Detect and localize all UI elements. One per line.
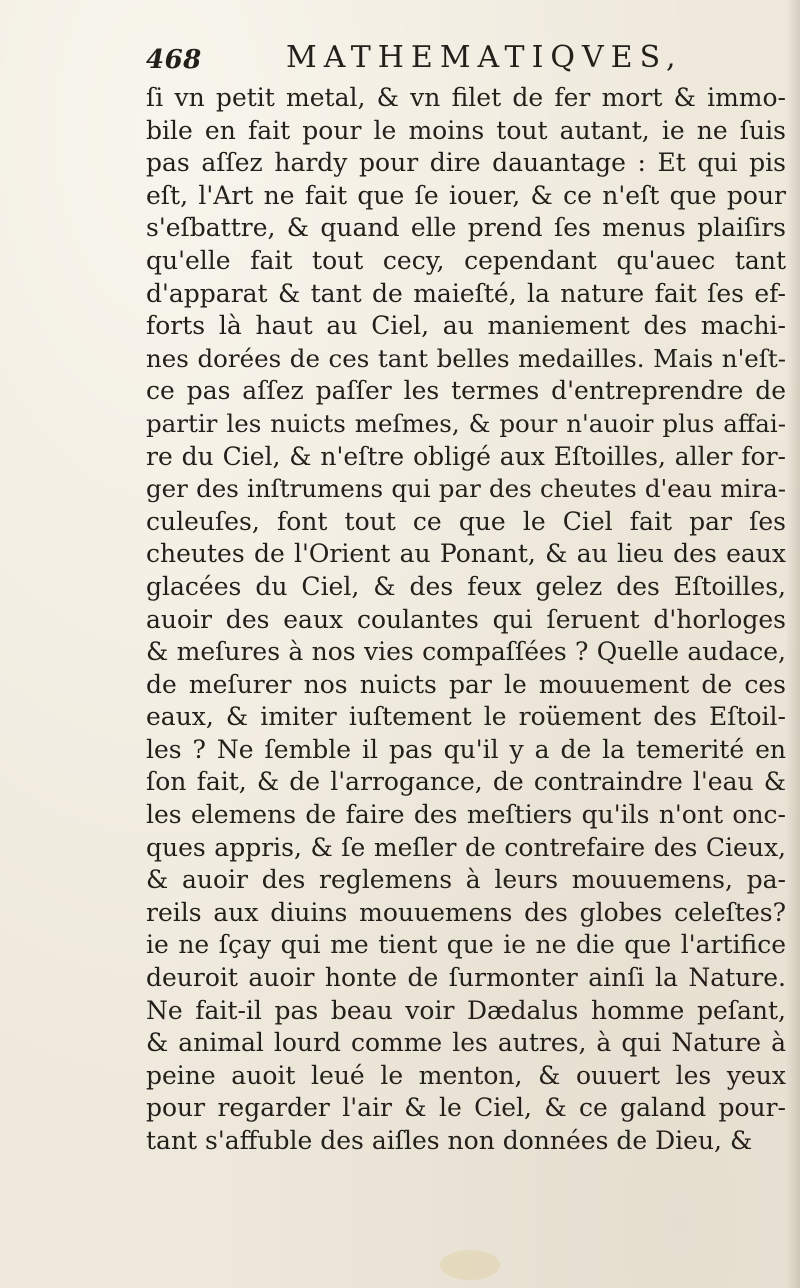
text-line: pour regarder l'air & le Ciel, & ce galand pour-: [146, 1093, 786, 1123]
body-text: [146, 82, 786, 1158]
text-line: qu'elle fait tout cecy, cependant qu'auec tant: [146, 245, 786, 275]
text-line: ger des inſtrumens qui par des cheutes d'eau mira-: [146, 474, 786, 504]
running-head: MATHEMATIQVES,: [286, 40, 683, 75]
text-line: re du Ciel, & n'eſtre obligé aux Eſtoilles, aller for-: [146, 441, 786, 471]
text-line: de meſurer nos nuicts par le mouuement de ces: [146, 669, 786, 699]
text-line: bile en fait pour le moins tout autant, ie ne ſuis: [146, 115, 786, 145]
text-line: Ne fait-il pas beau voir Dædalus homme peſant,: [146, 995, 786, 1025]
text-line: peine auoit leué le menton, & ouuert les yeux: [146, 1060, 786, 1090]
text-line: ques appris, & ſe meſler de contrefaire des Cieux,: [146, 832, 786, 862]
text-line: reils aux diuins mouuemens des globes celeſtes?: [146, 897, 786, 927]
page-number: 468: [146, 45, 202, 75]
text-line: culeuſes, font tout ce que le Ciel fait par ſes: [146, 506, 786, 536]
text-line: ſon fait, & de l'arrogance, de contraindre l'eau &: [146, 767, 786, 797]
text-line: ſi vn petit metal, & vn filet de fer mort & immo-: [146, 83, 786, 112]
text-line: eaux, & imiter iuſtement le roüement des Eſtoil-: [146, 702, 786, 732]
text-line: & animal lourd comme les autres, à qui Nature à: [146, 1028, 786, 1058]
text-line: eſt, l'Art ne fait que ſe iouer, & ce n'eſt que pour: [146, 180, 786, 210]
text-line: glacées du Ciel, & des feux gelez des Eſtoilles,: [146, 571, 786, 601]
text-line: d'apparat & tant de maieſté, la nature fait ſes ef-: [146, 278, 786, 308]
text-line: nes dorées de ces tant belles medailles. Mais n'eſt-: [146, 343, 786, 373]
text-line: ce pas aſſez paſſer les termes d'entreprendre de: [146, 376, 786, 406]
text-line: les elemens de faire des meſtiers qu'ils n'ont onc-: [146, 800, 786, 830]
page-header: [146, 38, 706, 78]
text-line: ie ne ſçay qui me tient que ie ne die que l'artifice: [146, 930, 786, 960]
text-line: auoir des eaux coulantes qui ſeruent d'horloges: [146, 604, 786, 634]
text-line: pas aſſez hardy pour dire dauantage : Et qui pis: [146, 148, 786, 178]
text-line: tant s'affuble des aiſles non données de Dieu, &: [146, 1126, 753, 1155]
text-line: partir les nuicts meſmes, & pour n'auoir plus affai-: [146, 408, 786, 438]
text-line: les ? Ne ſemble il pas qu'il y a de la temerité en: [146, 734, 786, 764]
text-line: s'eſbattre, & quand elle prend ſes menus plaiſirs: [146, 213, 786, 243]
text-line: deuroit auoir honte de ſurmonter ainſi la Nature.: [146, 963, 786, 993]
text-line: cheutes de l'Orient au Ponant, & au lieu des eaux: [146, 539, 786, 569]
text-line: & auoir des reglemens à leurs mouuemens, pa-: [146, 865, 786, 895]
text-line: forts là haut au Ciel, au maniement des machi-: [146, 311, 786, 341]
page-gutter-shadow: [786, 0, 800, 1288]
text-line: & meſures à nos vies compaſſées ? Quelle audace,: [146, 637, 786, 667]
paper-stain: [440, 1250, 500, 1280]
